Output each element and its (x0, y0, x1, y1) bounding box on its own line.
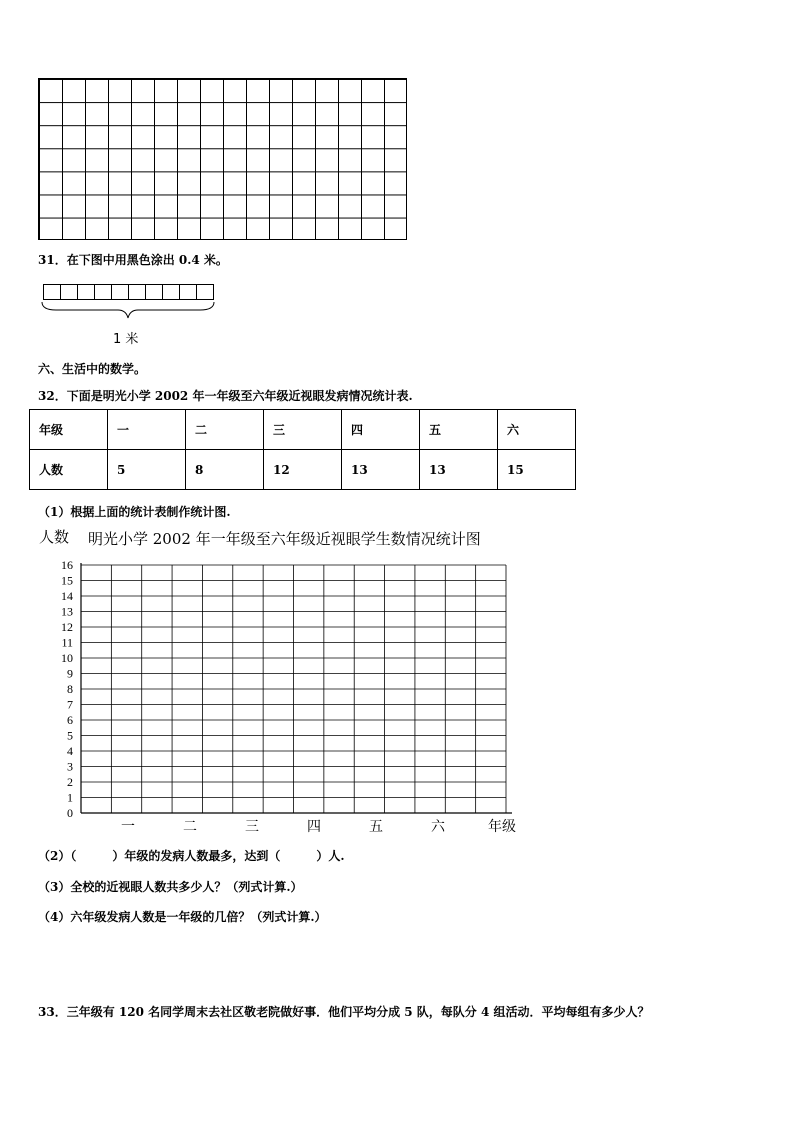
meter-cell[interactable] (112, 285, 129, 299)
meter-cell[interactable] (163, 285, 180, 299)
table-header-label: 年级 (30, 410, 108, 450)
table-row (30, 410, 576, 450)
y-tick-label: 14 (61, 589, 73, 603)
meter-cell[interactable] (197, 285, 213, 299)
table-cell: 13 (420, 450, 498, 490)
table-cell: 五 (420, 410, 498, 450)
table-row (30, 450, 576, 490)
table-cell: 二 (186, 410, 264, 450)
x-tick-label: 四 (307, 819, 321, 835)
x-tick-label: 六 (431, 819, 445, 835)
y-tick-label: 2 (67, 775, 73, 789)
question-32: 32．下面是明光小学 2002 年一年级至六年级近视眼发病情况统计表. (38, 389, 413, 403)
y-tick-label: 10 (61, 651, 73, 665)
table-cell: 四 (342, 410, 420, 450)
sub-question-1: （1）根据上面的统计表制作统计图. (38, 505, 231, 519)
question-31: 31．在下图中用黑色涂出 0.4 米。 (38, 253, 228, 267)
y-tick-label: 13 (61, 604, 73, 619)
y-tick-label: 12 (61, 620, 73, 634)
x-tick-label: 二 (183, 819, 197, 835)
y-tick-label: 4 (67, 744, 73, 758)
y-tick-label: 8 (67, 682, 73, 696)
sub-question-3: （3）全校的近视眼人数共多少人？（列式计算.） (38, 880, 303, 894)
y-tick-label: 1 (67, 790, 73, 805)
meter-cell[interactable] (146, 285, 163, 299)
table-cell: 13 (342, 450, 420, 490)
table-row-label: 人数 (30, 450, 108, 490)
table-cell: 5 (108, 450, 186, 490)
y-tick-label: 7 (67, 697, 73, 712)
sub-question-2 (38, 847, 345, 864)
table-cell: 15 (498, 450, 576, 490)
sub2-part-a: （2）（ (38, 849, 77, 863)
meter-cell[interactable] (129, 285, 146, 299)
table-cell: 8 (186, 450, 264, 490)
meter-strip[interactable] (43, 284, 214, 300)
bar-chart[interactable] (30, 525, 530, 837)
table-cell: 三 (264, 410, 342, 450)
stats-table (29, 409, 576, 490)
y-tick-label: 0 (67, 806, 73, 820)
table-cell: 六 (498, 410, 576, 450)
meter-cell[interactable] (78, 285, 95, 299)
y-tick-label: 16 (61, 558, 73, 572)
table-cell: 12 (264, 450, 342, 490)
section-title: 六、生活中的数学。 (38, 362, 147, 376)
brace-label: 1 米 (113, 332, 139, 347)
sub2-part-b: ）年级的发病人数最多，达到（ (112, 849, 281, 863)
x-axis-label: 年级 (488, 819, 516, 835)
sub-question-4: （4）六年级发病人数是一年级的几倍？（列式计算.） (38, 910, 327, 924)
x-tick-label: 五 (369, 819, 383, 835)
answer-grid (38, 78, 407, 240)
y-tick-label: 3 (67, 759, 73, 774)
meter-cell[interactable] (95, 285, 112, 299)
brace-icon (40, 300, 220, 320)
x-tick-label: 三 (245, 819, 259, 835)
meter-cell[interactable] (180, 285, 197, 299)
y-tick-label: 6 (67, 713, 73, 727)
y-tick-label: 9 (67, 666, 73, 681)
y-tick-label: 11 (61, 635, 73, 650)
table-cell: 一 (108, 410, 186, 450)
y-axis-label: 人数 (39, 528, 70, 546)
y-tick-label: 15 (61, 573, 73, 588)
meter-cell[interactable] (44, 285, 61, 299)
meter-cell[interactable] (61, 285, 78, 299)
x-tick-label: 一 (121, 819, 135, 835)
sub2-part-c: ）人. (316, 849, 345, 863)
chart-title: 明光小学 2002 年一年级至六年级近视眼学生数情况统计图 (88, 530, 481, 548)
y-tick-label: 5 (67, 728, 73, 743)
question-33: 33．三年级有 120 名同学周末去社区敬老院做好事．他们平均分成 5 队，每队分 4 组活动．平均每组有多少人？ (38, 1005, 650, 1019)
